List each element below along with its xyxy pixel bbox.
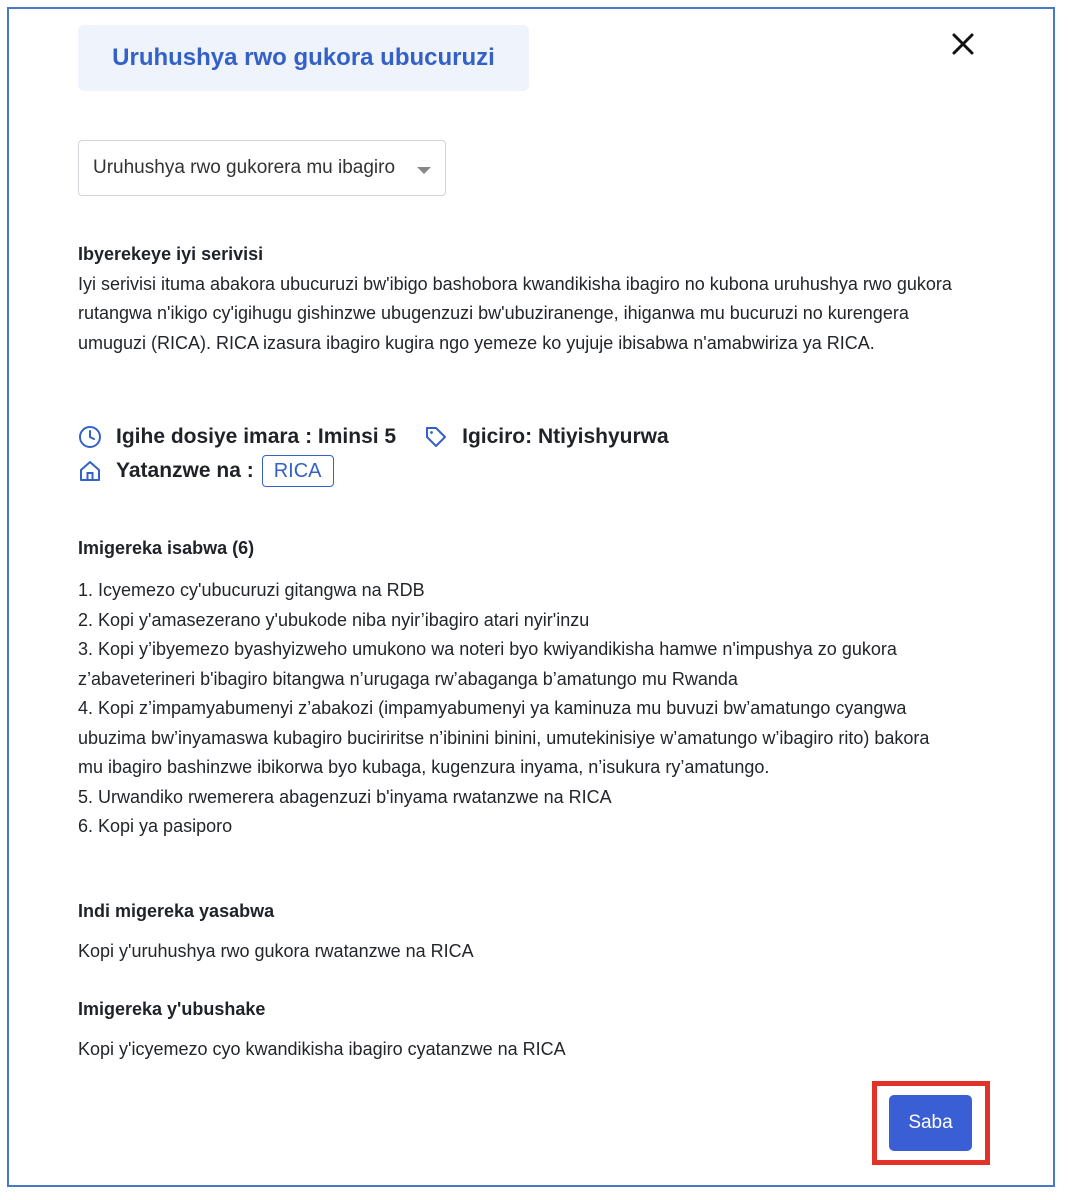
price: Igiciro: Ntiyishyurwa <box>462 425 669 448</box>
requirements-heading: Imigereka isabwa (6) <box>78 538 255 558</box>
optional-requirements-heading: Imigereka y'ubushake <box>78 999 266 1019</box>
list-item: 1. Icyemezo cy'ubucuruzi gitangwa na RDB <box>78 580 425 600</box>
clock-icon <box>78 425 102 449</box>
description-heading: Ibyerekeye iyi serivisi <box>78 244 264 264</box>
list-item: 5. Urwandiko rwemerera abagenzuzi b'inyama rwatanzwe na RICA <box>78 786 612 807</box>
description-text: Iyi serivisi ituma abakora ubucuruzi bw'ibigo bashobora kwandikisha ibagiro no kubona uruhushya rwo gukora rutangwa n'ikigo cy'igihugu gishinzwe ubugenzuzi bw'ubuziranenge, ihiganwa mu bucuruzi no kurengera umuguzi (RICA). RICA izasura ibagiro kugira ngo yemeze ko yujuje ibisabwa n'amabwiriza ya RICA. <box>78 273 952 353</box>
optional-requirements-text: Kopi y'icyemezo cyo kwandikisha ibagiro cyatanzwe na RICA <box>78 1039 566 1059</box>
tag-icon <box>424 425 448 449</box>
other-requirements-heading: Indi migereka yasabwa <box>78 901 275 921</box>
list-item: 3. Kopi y’ibyemezo byashyizweho umukono wa noteri byo kwiyandikisha hamwe n'impushya zo gukora z’abaveterineri b'ibagiro bitangwa n’urugaga rw’abaganga b’amatungo mu Rwanda <box>78 639 897 689</box>
other-requirements-text: Kopi y'uruhushya rwo gukora rwatanzwe na RICA <box>78 941 474 961</box>
service-title-box <box>78 25 529 91</box>
processing-time: Igihe dosiye imara : Iminsi 5 <box>116 425 397 448</box>
home-icon <box>78 459 102 483</box>
provider-label: Yatanzwe na : <box>116 459 254 482</box>
close-button[interactable] <box>946 27 980 61</box>
provider-badge[interactable]: RICA <box>262 455 334 487</box>
apply-button[interactable]: Saba <box>889 1095 972 1151</box>
requirements-list <box>78 576 958 842</box>
list-item: 4. Kopi z’impamyabumenyi z’abakozi (impamyabumenyi ya kaminuza mu buvuzi bw’amatungo cyangwa ubuzima bw’inyamaswa kubagiro buciriritse n’ibinini binini, umutekinisiye w’amatungo w’ibagiro rito) bakora mu ibagiro bashinzwe ibikorwa byo kubaga, kugenzura inyama, n’isukura ry’amatungo. <box>78 698 930 777</box>
meta-row-provider <box>78 454 669 488</box>
chevron-down-icon <box>417 167 431 174</box>
list-item: 6. Kopi ya pasiporo <box>78 816 233 836</box>
description-section <box>78 240 958 358</box>
service-meta <box>78 420 669 488</box>
close-icon <box>946 27 980 61</box>
page-title: Uruhushya rwo gukora ubucuruzi <box>112 44 495 71</box>
select-value: Uruhushya rwo gukorera mu ibagiro <box>93 157 396 178</box>
meta-row-time-price <box>78 420 669 454</box>
list-item: 2. Kopi y'amasezerano y'ubukode niba nyir’ibagiro atari nyir'inzu <box>78 609 590 630</box>
license-type-select[interactable] <box>78 140 446 196</box>
